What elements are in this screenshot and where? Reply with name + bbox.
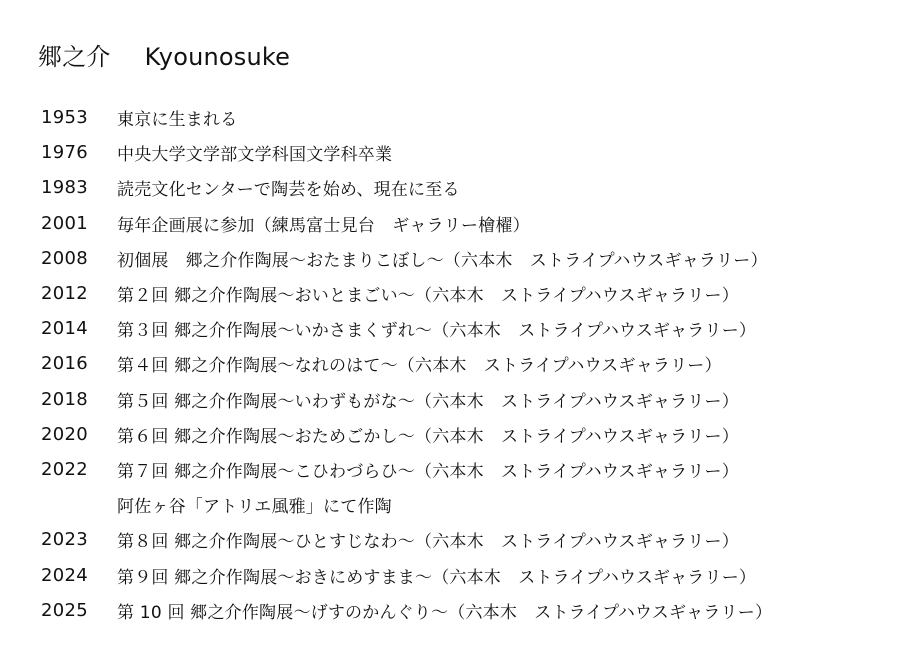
timeline-event: 第４回 郷之介作陶展〜なれのはて〜（六本木 ストライプハウスギャラリー） (117, 356, 722, 377)
timeline-event: 第７回 郷之介作陶展〜こひわづらひ〜（六本木 ストライプハウスギャラリー） (117, 461, 739, 482)
timeline-year: 2020 (41, 423, 89, 445)
timeline-row (41, 557, 891, 592)
timeline-year: 2012 (41, 283, 89, 305)
timeline-year: 2025 (41, 599, 89, 621)
timeline-event: 第９回 郷之介作陶展〜おきにめすまま〜（六本木 ストライプハウスギャラリー） (117, 567, 757, 588)
timeline-year: 1976 (41, 142, 89, 164)
timeline-row (41, 452, 891, 487)
timeline-year: 2016 (41, 353, 89, 375)
timeline-event: 第 10 回 郷之介作陶展〜げすのかんぐり〜（六本木 ストライプハウスギャラリー） (117, 602, 773, 623)
timeline-year: 2024 (41, 564, 89, 586)
timeline-row (41, 135, 891, 170)
timeline-event: 阿佐ヶ谷「アトリエ風雅」にて作陶 (117, 497, 392, 518)
timeline-year: 2023 (41, 529, 89, 551)
timeline-event: 初個展 郷之介作陶展〜おたまりこぼし〜（六本木 ストライプハウスギャラリー） (117, 250, 768, 271)
artist-name-en: Kyounosuke (144, 43, 291, 71)
timeline-event: 中央大学文学部文学科国文学科卒業 (117, 145, 393, 166)
timeline-row (41, 593, 891, 628)
timeline-row (41, 522, 891, 557)
timeline-row (41, 100, 891, 135)
timeline-year: 1983 (41, 177, 89, 199)
timeline-event: 読売文化センターで陶芸を始め、現在に至る (117, 180, 460, 201)
career-timeline (41, 100, 891, 628)
timeline-row (41, 346, 891, 381)
timeline-year: 2022 (41, 458, 89, 480)
timeline-year: 2008 (41, 247, 89, 269)
timeline-year: 1953 (41, 107, 89, 129)
timeline-row (41, 170, 891, 205)
artist-name-jp: 郷之介 (38, 43, 111, 71)
timeline-row (41, 206, 891, 241)
timeline-event: 毎年企画展に参加（練馬富士見台 ギャラリー檜櫂） (117, 215, 530, 236)
timeline-year: 2018 (41, 388, 89, 410)
timeline-event: 第２回 郷之介作陶展〜おいとまごい〜（六本木 ストライプハウスギャラリー） (117, 286, 739, 307)
timeline-row (41, 417, 891, 452)
page-title (38, 40, 290, 74)
timeline-row (41, 241, 891, 276)
timeline-row (41, 276, 891, 311)
timeline-event: 第８回 郷之介作陶展〜ひとすじなわ〜（六本木 ストライプハウスギャラリー） (117, 532, 739, 553)
timeline-event: 第６回 郷之介作陶展〜おためごかし〜（六本木 ストライプハウスギャラリー） (117, 426, 739, 447)
timeline-row (41, 382, 891, 417)
timeline-year: 2014 (41, 318, 89, 340)
timeline-event: 第５回 郷之介作陶展〜いわずもがな〜（六本木 ストライプハウスギャラリー） (117, 391, 739, 412)
timeline-event: 第３回 郷之介作陶展〜いかさまくずれ〜（六本木 ストライプハウスギャラリー） (117, 321, 757, 342)
timeline-year: 2001 (41, 212, 89, 234)
timeline-row-continuation (41, 487, 891, 522)
timeline-row (41, 311, 891, 346)
timeline-event: 東京に生まれる (117, 110, 238, 131)
